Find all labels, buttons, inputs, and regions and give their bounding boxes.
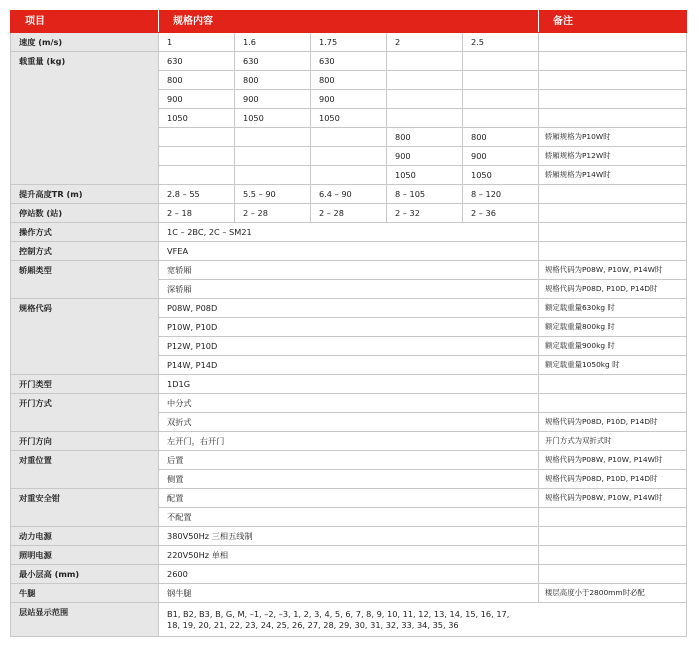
cell-value: 配置: [159, 489, 539, 508]
cell-value: [159, 128, 235, 147]
table-row: [11, 33, 687, 52]
cell-value: 2600: [159, 565, 539, 584]
cell-note: 轿厢规格为P14W时: [539, 166, 687, 185]
cell-value: 中分式: [159, 394, 539, 413]
cell-note: 轿厢规格为P12W时: [539, 147, 687, 166]
cell-value: [159, 147, 235, 166]
row-label-lighting: 照明电源: [11, 546, 159, 565]
cell-value: [159, 166, 235, 185]
table-row: [11, 584, 687, 603]
cell-note: 规格代码为P08W, P10W, P14W时: [539, 451, 687, 470]
cell-note: [539, 71, 687, 90]
cell-value: 900: [159, 90, 235, 109]
row-label-door-opening: 开门方式: [11, 394, 159, 432]
cell-value: [463, 109, 539, 128]
cell-value: [463, 90, 539, 109]
cell-value: [387, 90, 463, 109]
row-label-door-type: 开门类型: [11, 375, 159, 394]
cell-value: [235, 166, 311, 185]
cell-value: P10W, P10D: [159, 318, 539, 337]
floor-display-line2: 18, 19, 20, 21, 22, 23, 24, 25, 26, 27, 28, 29, 30, 31, 32, 33, 34, 35, 36: [167, 620, 459, 630]
cell-note: 规格代码为P08D, P10D, P14D时: [539, 413, 687, 432]
cell-value: 后置: [159, 451, 539, 470]
table-row: [11, 204, 687, 223]
table-row: [11, 185, 687, 204]
cell-value: 1050: [159, 109, 235, 128]
cell-value: 630: [159, 52, 235, 71]
table-row: [11, 489, 687, 508]
row-label-bracket: 牛腿: [11, 584, 159, 603]
cell-value: 800: [235, 71, 311, 90]
table-row: [11, 565, 687, 584]
cell-note: 规格代码为P08D, P10D, P14D时: [539, 280, 687, 299]
cell-value: 1D1G: [159, 375, 539, 394]
cell-value: 900: [311, 90, 387, 109]
cell-value: 1.6: [235, 33, 311, 52]
cell-value: 钢牛腿: [159, 584, 539, 603]
cell-value: 侧置: [159, 470, 539, 489]
cell-value: [387, 71, 463, 90]
cell-value: 1C – 2BC, 2C – SM21: [159, 223, 539, 242]
cell-value: 800: [463, 128, 539, 147]
row-label-speed: 速度 (m/s): [11, 33, 159, 52]
cell-value: 1.75: [311, 33, 387, 52]
floor-display-line1: B1, B2, B3, B, G, M, –1, –2, –3, 1, 2, 3, 4, 5, 6, 7, 8, 9, 10, 11, 12, 13, 14, 15, 16, 17,: [167, 609, 510, 619]
cell-value: 左开门，右开门: [159, 432, 539, 451]
row-label-operation: 操作方式: [11, 223, 159, 242]
cell-note: [539, 527, 687, 546]
table-row: [11, 546, 687, 565]
cell-note: 额定载重量630kg 时: [539, 299, 687, 318]
row-label-cwt-safety: 对重安全钳: [11, 489, 159, 527]
cell-note: [539, 242, 687, 261]
cell-value: 8 – 105: [387, 185, 463, 204]
table-row: [11, 432, 687, 451]
cell-value: 1050: [387, 166, 463, 185]
table-row: [11, 242, 687, 261]
cell-note: [539, 90, 687, 109]
elevator-spec-table: [10, 10, 687, 637]
cell-value: 800: [159, 71, 235, 90]
cell-value: 深轿厢: [159, 280, 539, 299]
cell-value: 2 – 32: [387, 204, 463, 223]
cell-value: 2 – 28: [235, 204, 311, 223]
cell-note: 开门方式为双折式时: [539, 432, 687, 451]
cell-value: 不配置: [159, 508, 539, 527]
cell-value: [387, 109, 463, 128]
cell-note: 规格代码为P08W, P10W, P14W时: [539, 489, 687, 508]
row-label-travel: 提升高度TR (m): [11, 185, 159, 204]
cell-value: 900: [235, 90, 311, 109]
cell-note: [539, 565, 687, 584]
table-row: [11, 223, 687, 242]
cell-value: VFEA: [159, 242, 539, 261]
table-row: [11, 603, 687, 637]
cell-value: 900: [463, 147, 539, 166]
cell-value: [387, 52, 463, 71]
row-label-control: 控制方式: [11, 242, 159, 261]
cell-note: [539, 394, 687, 413]
cell-value: P12W, P10D: [159, 337, 539, 356]
row-label-door-direction: 开门方向: [11, 432, 159, 451]
cell-value: [235, 147, 311, 166]
cell-value: 5.5 – 90: [235, 185, 311, 204]
cell-value: 1050: [311, 109, 387, 128]
row-label-cwt-position: 对重位置: [11, 451, 159, 489]
cell-value: 1: [159, 33, 235, 52]
row-label-car-type: 轿厢类型: [11, 261, 159, 299]
cell-value: 双折式: [159, 413, 539, 432]
cell-value: [463, 71, 539, 90]
cell-value: [311, 128, 387, 147]
cell-value: 900: [387, 147, 463, 166]
row-label-power: 动力电源: [11, 527, 159, 546]
cell-value: 2: [387, 33, 463, 52]
cell-note: 楼层高度小于2800mm时必配: [539, 584, 687, 603]
cell-note: 规格代码为P08D, P10D, P14D时: [539, 470, 687, 489]
cell-value: 630: [311, 52, 387, 71]
cell-value: P14W, P14D: [159, 356, 539, 375]
table-row: [11, 261, 687, 280]
row-label-stops: 停站数 (站): [11, 204, 159, 223]
cell-value: 2 – 28: [311, 204, 387, 223]
cell-value: 800: [311, 71, 387, 90]
cell-value: 800: [387, 128, 463, 147]
row-label-min-floor: 最小层高 (mm): [11, 565, 159, 584]
cell-note: [539, 185, 687, 204]
cell-value: 220V50Hz 单相: [159, 546, 539, 565]
cell-value: 1050: [463, 166, 539, 185]
cell-note: 额定载重量800kg 时: [539, 318, 687, 337]
cell-note: [539, 52, 687, 71]
table-row: [11, 527, 687, 546]
cell-value: 2 – 18: [159, 204, 235, 223]
row-label-spec-code: 规格代码: [11, 299, 159, 375]
cell-note: [539, 33, 687, 52]
cell-note: [539, 508, 687, 527]
cell-note: [539, 546, 687, 565]
cell-note: [539, 204, 687, 223]
table-row: [11, 394, 687, 413]
cell-value: [235, 128, 311, 147]
cell-value: 2.8 – 55: [159, 185, 235, 204]
header-note: 备注: [539, 11, 687, 33]
cell-note: 额定载重量1050kg 时: [539, 356, 687, 375]
row-label-floor-display: 层站显示范围: [11, 603, 159, 637]
header-spec: 规格内容: [159, 11, 539, 33]
cell-note: [539, 109, 687, 128]
cell-value: [311, 166, 387, 185]
cell-note: 额定载重量900kg 时: [539, 337, 687, 356]
cell-value: [311, 147, 387, 166]
cell-note: [539, 223, 687, 242]
cell-floor-display: [159, 603, 687, 637]
cell-note: [539, 375, 687, 394]
cell-value: 2 – 36: [463, 204, 539, 223]
cell-value: 8 – 120: [463, 185, 539, 204]
cell-value: 380V50Hz 三相五线制: [159, 527, 539, 546]
cell-value: 宽轿厢: [159, 261, 539, 280]
row-label-load: 载重量 (kg): [11, 52, 159, 185]
table-header-row: [11, 11, 687, 33]
cell-value: P08W, P08D: [159, 299, 539, 318]
cell-note: 轿厢规格为P10W时: [539, 128, 687, 147]
cell-note: 规格代码为P08W, P10W, P14W时: [539, 261, 687, 280]
table-row: [11, 299, 687, 318]
cell-value: 630: [235, 52, 311, 71]
table-row: [11, 52, 687, 71]
cell-value: 2.5: [463, 33, 539, 52]
header-item: 项目: [11, 11, 159, 33]
table-row: [11, 451, 687, 470]
cell-value: 6.4 – 90: [311, 185, 387, 204]
table-row: [11, 375, 687, 394]
cell-value: 1050: [235, 109, 311, 128]
cell-value: [463, 52, 539, 71]
